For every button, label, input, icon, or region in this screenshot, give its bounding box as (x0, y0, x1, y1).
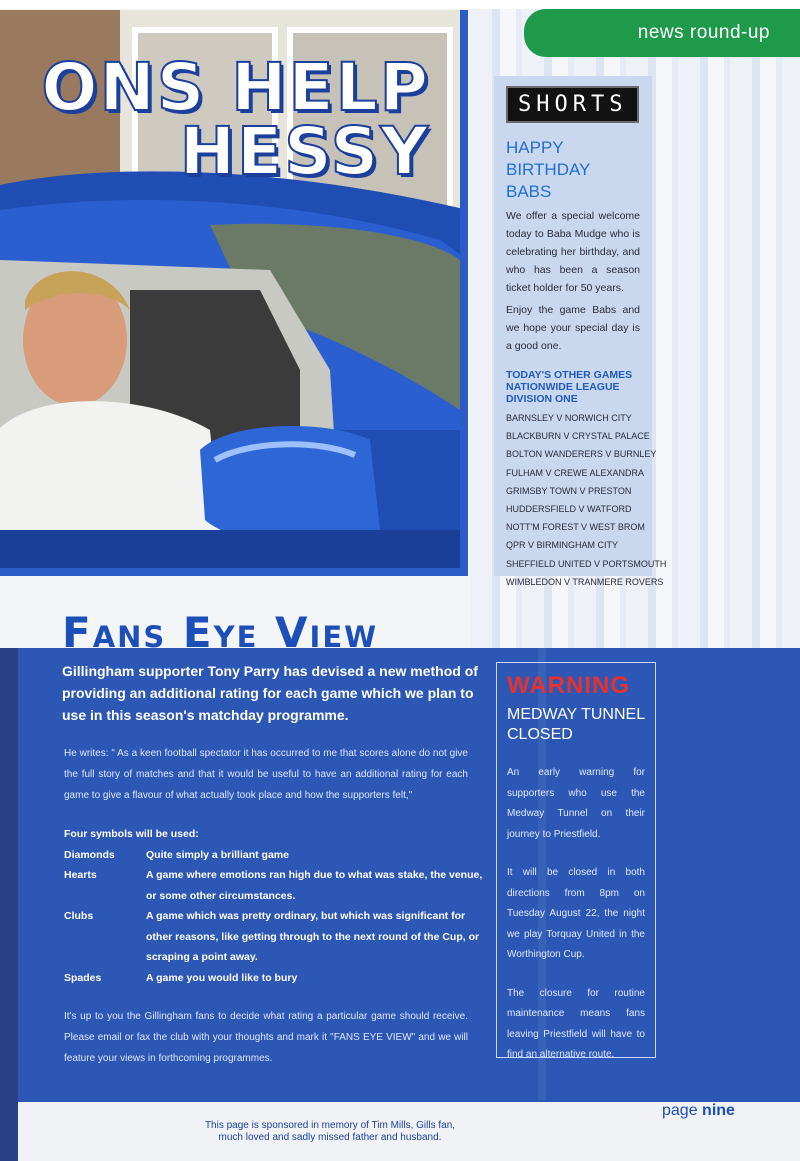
list-item: BARNSLEY V NORWICH CITY (506, 413, 632, 423)
sponsor-note (170, 1120, 490, 1144)
symbol-description: A game you would like to bury (146, 971, 298, 984)
page-word: page (662, 1102, 698, 1119)
top-rule (0, 0, 800, 9)
symbol-description: Quite simply a brilliant game (146, 848, 289, 861)
section-tab (524, 9, 800, 57)
warning-box (496, 662, 656, 1058)
games-list (506, 409, 667, 591)
page-number-value: nine (702, 1102, 735, 1119)
symbol-row-diamonds (64, 845, 484, 866)
symbol-row-clubs (64, 906, 484, 968)
symbol-description: A game where emotions ran high due to what was stake, the venue, or some other circumstances. (146, 869, 483, 902)
headline-line-1: ONS HELP (41, 49, 430, 126)
article-intro: Gillingham supporter Tony Parry has devised a new method of providing an additional rating for each game which we plan to use in this season's matchday programme. (62, 663, 478, 723)
symbol-name: Hearts (64, 869, 97, 881)
page-number (662, 1102, 735, 1120)
sponsor-line-2: much loved and sadly missed father and husband. (218, 1132, 442, 1143)
birthday-paragraph-1: We offer a special welcome today to Baba Mudge who is celebrating her birthday, and who has been a season ticket holder for 50 years. (506, 210, 640, 294)
symbol-row-hearts (64, 865, 484, 906)
article-quote: He writes: " As a keen football spectator it has occurred to me that scores alone do not give the full story of matches and that it would be useful to have an additional rating for each game to give a flavour of what actually took place and how the supporters felt," (64, 748, 468, 801)
symbol-name: Diamonds (64, 848, 115, 861)
symbols-list (64, 824, 484, 988)
feature-photo (0, 10, 468, 576)
photo-headline (0, 49, 460, 190)
warning-subtitle: MEDWAY TUNNEL CLOSED (507, 706, 645, 743)
symbol-name: Clubs (64, 910, 94, 922)
left-edge-strip (0, 648, 18, 1161)
list-item: SHEFFIELD UNITED V PORTSMOUTH (506, 558, 667, 569)
fans-eye-view-title: Fans Eye View (62, 608, 379, 657)
headline-line-2: HESSY (179, 113, 430, 190)
list-item: BOLTON WANDERERS V BURNLEY (506, 449, 657, 460)
list-item: NOTT'M FOREST V WEST BROM (506, 522, 645, 533)
section-tab-label: news round-up (637, 22, 770, 43)
symbols-heading: Four symbols will be used: (64, 828, 199, 840)
list-item: FULHAM V CREWE ALEXANDRA (506, 467, 645, 478)
symbol-row-spades (64, 968, 484, 989)
shorts-badge: SHORTS (506, 86, 639, 123)
symbol-name: Spades (64, 971, 102, 984)
list-item: HUDDERSFIELD V WATFORD (506, 504, 632, 515)
birthday-title: HAPPY BIRTHDAY BABS (506, 138, 591, 201)
sponsor-line-1: This page is sponsored in memory of Tim Mills, Gills fan, (204, 1120, 456, 1131)
symbol-description: A game which was pretty ordinary, but which was significant for other reasons, like getting through to the next round of the Cup, or scraping a point away. (146, 910, 480, 963)
warning-paragraph-1: An early warning for supporters who use the Medway Tunnel on their journey to Priestfield. (507, 767, 645, 840)
shorts-panel (494, 76, 667, 587)
list-item: WIMBLEDON V TRANMERE ROVERS (506, 576, 664, 587)
list-item: GRIMSBY TOWN V PRESTON (506, 485, 632, 496)
warning-paragraph-2: It will be closed in both directions from 8pm on Tuesday August 22, the night we play Torquay United in the Worthington Cup. (507, 867, 645, 960)
list-item: QPR V BIRMINGHAM CITY (506, 540, 619, 551)
warning-paragraph-3: The closure for routine maintenance means fans leaving Priestfield will have to find an alternative route. (507, 987, 645, 1060)
birthday-paragraph-2: Enjoy the game Babs and we hope your special day is a good one. (506, 304, 640, 352)
warning-label: WARNING (507, 672, 630, 699)
article-outro: It's up to you the Gillingham fans to decide what rating a particular game should receive. Please email or fax the club with your thoughts and mark it "FANS EYE VIEW" and we will feature your views in forthcoming programmes. (64, 1011, 468, 1064)
games-title: TODAY'S OTHER GAMES NATIONWIDE LEAGUE DIVISION ONE (506, 369, 633, 405)
list-item: BLACKBURN V CRYSTAL PALACE (506, 431, 650, 442)
